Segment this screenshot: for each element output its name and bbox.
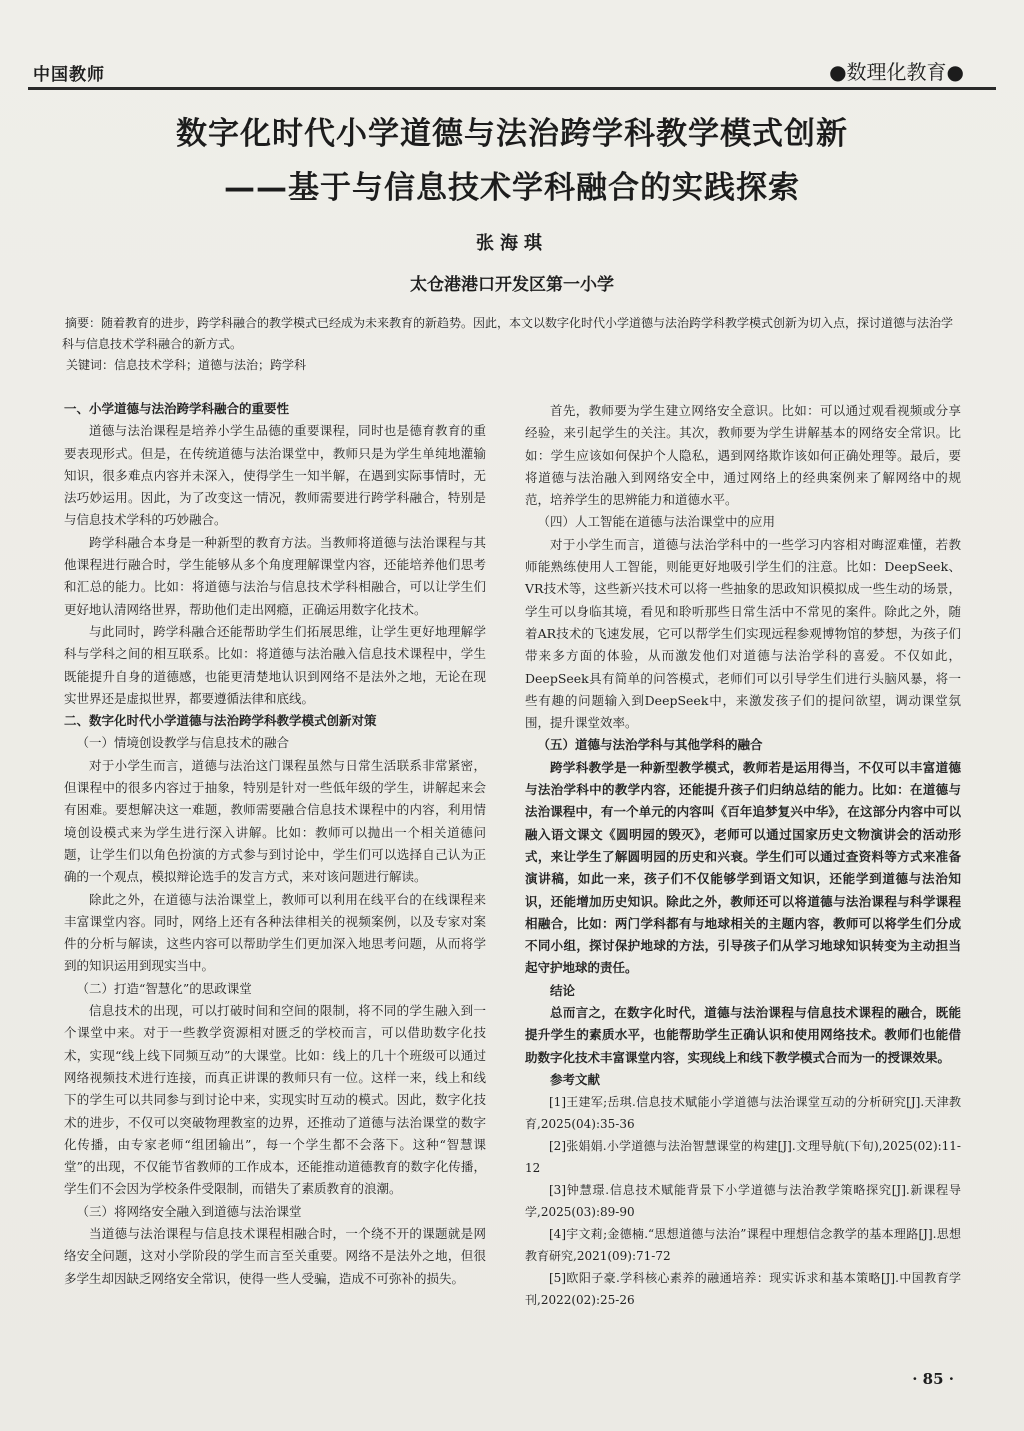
paragraph: 跨学科融合本身是一种新型的教育方法。当教师将道德与法治课程与其他课程进行融合时，学生能够从多个角度理解课堂内容，还能培养他们思考和汇总的能力。比如：将道德与法治与信息技术学科相融合，可以让学生们更好地认清网络世界，帮助他们走出网瘾，正确运用数字化技术。 xyxy=(64,534,486,617)
paragraph: 对于小学生而言，道德与法治这门课程虽然与日常生活联系非常紧密，但课程中的很多内容过于抽象，特别是针对一些低年级的学生，讲解起来会有困难。要想解决这一难题，教师需要融合信息技术课程中的内容，利用情境创设模式来为学生进行深入讲解。比如：教师可以抛出一个相关道德问题，让学生们以角色扮演的方式参与到讨论中，学生们可以选择自己认为正确的一个观点，模拟辩论选手的发言方式，来对该问题进行解读。 xyxy=(64,757,486,885)
header-rule xyxy=(28,87,996,90)
paragraph: 信息技术的出现，可以打破时间和空间的限制，将不同的学生融入到一个课堂中来。对于一些教学资源相对匮乏的学校而言，可以借助数字化技术，实现“线上线下同频互动”的大课堂。比如：线上的几十个班级可以通过网络视频技术进行连接，而真正讲课的教师只有一位。这样一来，线上和线下的学生可以共同参与到讨论中来，实现实时互动的模式。因此，数字化技术的进步，不仅可以突破物理教室的边界，还推动了道德与法治课堂的数字化传播，由专家老师“组团输出”，每一个学生都不会落下。这种“智慧课堂”的出现，不仅能节省教师的工作成本，还能推动道德教育的数字化传播，学生们不会因为学校条件受限制，而错失了素质教育的浪潮。 xyxy=(64,1003,486,1197)
paragraph: 道德与法治课程是培养小学生品德的重要课程，同时也是德育教育的重要表现形式。但是，在传统道德与法治课堂中，教师只是为学生单纯地灌输知识，很多难点内容并未深入，使得学生一知半解，在遇到实际事情时，无法巧妙运用。因此，为了改变这一情况，教师需要进行跨学科融合，特别是与信息技术学科的巧妙融合。 xyxy=(64,423,486,528)
paragraph: 除此之外，在道德与法治课堂上，教师可以利用在线平台的在线课程来丰富课堂内容。同时，网络上还有各种法律相关的视频案例，以及专家对案件的分析与解读，这些内容可以帮助学生们更加深入地思考问题，从而将学到的知识运用到现实当中。 xyxy=(64,891,486,974)
paragraph: 当道德与法治课程与信息技术课程相融合时，一个绕不开的课题就是网络安全问题，这对小学阶段的学生而言至关重要。网络不是法外之地，但很多学生却因缺乏网络安全常识，使得一些人受骗，造成不可弥补的损失。 xyxy=(64,1225,486,1286)
subsection-heading-3: （三）将网络安全融入到道德与法治课堂 xyxy=(76,1203,302,1219)
reference-item: [5]欧阳子豪.学科核心素养的融通培养：现实诉求和基本策略[J].中国教育学刊,2022(02):25-26 xyxy=(525,1271,961,1308)
paragraph: 与此同时，跨学科融合还能帮助学生们拓展思维，让学生更好地理解学科与学科之间的相互联系。比如：将道德与法治融入信息技术课程中，学生既能提升自身的道德感，也能更清楚地认识到网络不是法外之地，无论在现实世界还是虚拟世界，都要遵循法律和底线。 xyxy=(64,623,486,706)
affiliation: 太仓港港口开发区第一小学 xyxy=(410,275,614,295)
article-title-line2: ——基于与信息技术学科融合的实践探索 xyxy=(224,170,800,206)
references-heading: 参考文献 xyxy=(550,1071,601,1087)
subsection-heading-1: （一）情境创设教学与信息技术的融合 xyxy=(76,735,290,751)
section-heading-2: 二、数字化时代小学道德与法治跨学科教学模式创新对策 xyxy=(64,713,377,729)
subsection-heading-5: （五）道德与法治学科与其他学科的融合 xyxy=(537,737,763,753)
paragraph: 对于小学生而言，道德与法治学科中的一些学习内容相对晦涩难懂，若教师能熟练使用人工智能，则能更好地吸引学生们的注意。比如：DeepSeek、VR技术等，这些新兴技术可以将一些抽象的思政知识模拟成一些生动的场景，学生可以身临其境，看见和聆听那些日常生活中不常见的案件。除此之外，随着AR技术的飞速发展，它可以帮学生们实现远程参观博物馆的梦想，为孩子们带来多方面的体验，从而激发他们对道德与法治学科的喜爱。不仅如此，DeepSeek具有简单的问答模式，老师们可以引导学生们进行头脑风暴，将一些有趣的问题输入到DeepSeek中，来激发孩子们的提问欲望，调动课堂氛围，提升课堂效率。 xyxy=(525,536,961,731)
author-name: 张海琪 xyxy=(476,233,548,254)
right-column xyxy=(525,400,961,1311)
reference-item: [3]钟慧璟.信息技术赋能背景下小学道德与法治教学策略探究[J].新课程导学,2025(03):89-90 xyxy=(525,1183,961,1220)
left-column xyxy=(64,398,486,1290)
subsection-heading-4: （四）人工智能在道德与法治课堂中的应用 xyxy=(537,514,776,530)
subsection-heading-2: （二）打造“智慧化”的思政课堂 xyxy=(76,980,252,996)
paragraph: 首先，教师要为学生建立网络安全意识。比如：可以通过观看视频或分享经验，来引起学生的关注。其次，教师要为学生讲解基本的网络安全常识。比如：学生应该如何保护个人隐私，遇到网络欺诈该如何正确处理等。最后，要将道德与法治融入到网络安全中，通过网络上的经典案例来了解网络中的规范，培养学生的思辨能力和道德水平。 xyxy=(525,403,961,508)
conclusion-heading: 结论 xyxy=(550,982,576,998)
paragraph: 跨学科教学是一种新型教学模式，教师若是运用得当，不仅可以丰富道德与法治学科中的教学内容，还能提升孩子们归纳总结的能力。比如：在道德与法治课程中，有一个单元的内容叫《百年追梦复兴中华》，在这部分内容中可以融入语文课文《圆明园的毁灭》，老师可以通过国家历史文物演讲会的活动形式，来让学生了解圆明园的历史和兴衰。学生们可以通过查资料等方式来准备演讲稿，如此一来，孩子们不仅能够学到语文知识，还能学到道德与法治知识，还能增加历史知识。除此之外，教师还可以将道德与法治课程与科学课程相融合，比如：两门学科都有与地球相关的主题内容，教师可以将学生们分成不同小组，探讨保护地球的方法，引导孩子们从学习地球知识转变为主动担当起守护地球的责任。 xyxy=(525,759,961,976)
abstract: 摘要：随着教育的进步，跨学科融合的教学模式已经成为未来教育的新趋势。因此，本文以数字化时代小学道德与法治跨学科教学模式创新为切入点，探讨道德与法治学科与信息技术学科融合的新方式。 xyxy=(62,316,954,351)
keywords: 关键词：信息技术学科；道德与法治；跨学科 xyxy=(66,358,307,372)
section-heading-1: 一、小学道德与法治跨学科融合的重要性 xyxy=(64,401,290,416)
reference-item: [2]张娟娟.小学道德与法治智慧课堂的构建[J].文理导航(下旬),2025(02):11-12 xyxy=(525,1139,961,1176)
conclusion-paragraph: 总而言之，在数字化时代，道德与法治课程与信息技术课程的融合，既能提升学生的素质水平，也能帮助学生正确认识和使用网络技术。教师们也能借助数字化技术丰富课堂内容，实现线上和线下教学模式合而为一的授课效果。 xyxy=(525,1005,961,1065)
journal-name: 中国教师 xyxy=(33,65,105,85)
article-title-line1: 数字化时代小学道德与法治跨学科教学模式创新 xyxy=(176,116,848,152)
reference-item: [4]宇文莉;金德楠.“思想道德与法治”课程中理想信念教学的基本理路[J].思想教育研究,2021(09):71-72 xyxy=(525,1227,961,1264)
page-number: · 85 · xyxy=(912,1370,954,1388)
section-name: ●数理化教育● xyxy=(829,60,964,84)
reference-item: [1]王建军;岳琪.信息技术赋能小学道德与法治课堂互动的分析研究[J].天津教育,2025(04):35-36 xyxy=(525,1095,961,1132)
